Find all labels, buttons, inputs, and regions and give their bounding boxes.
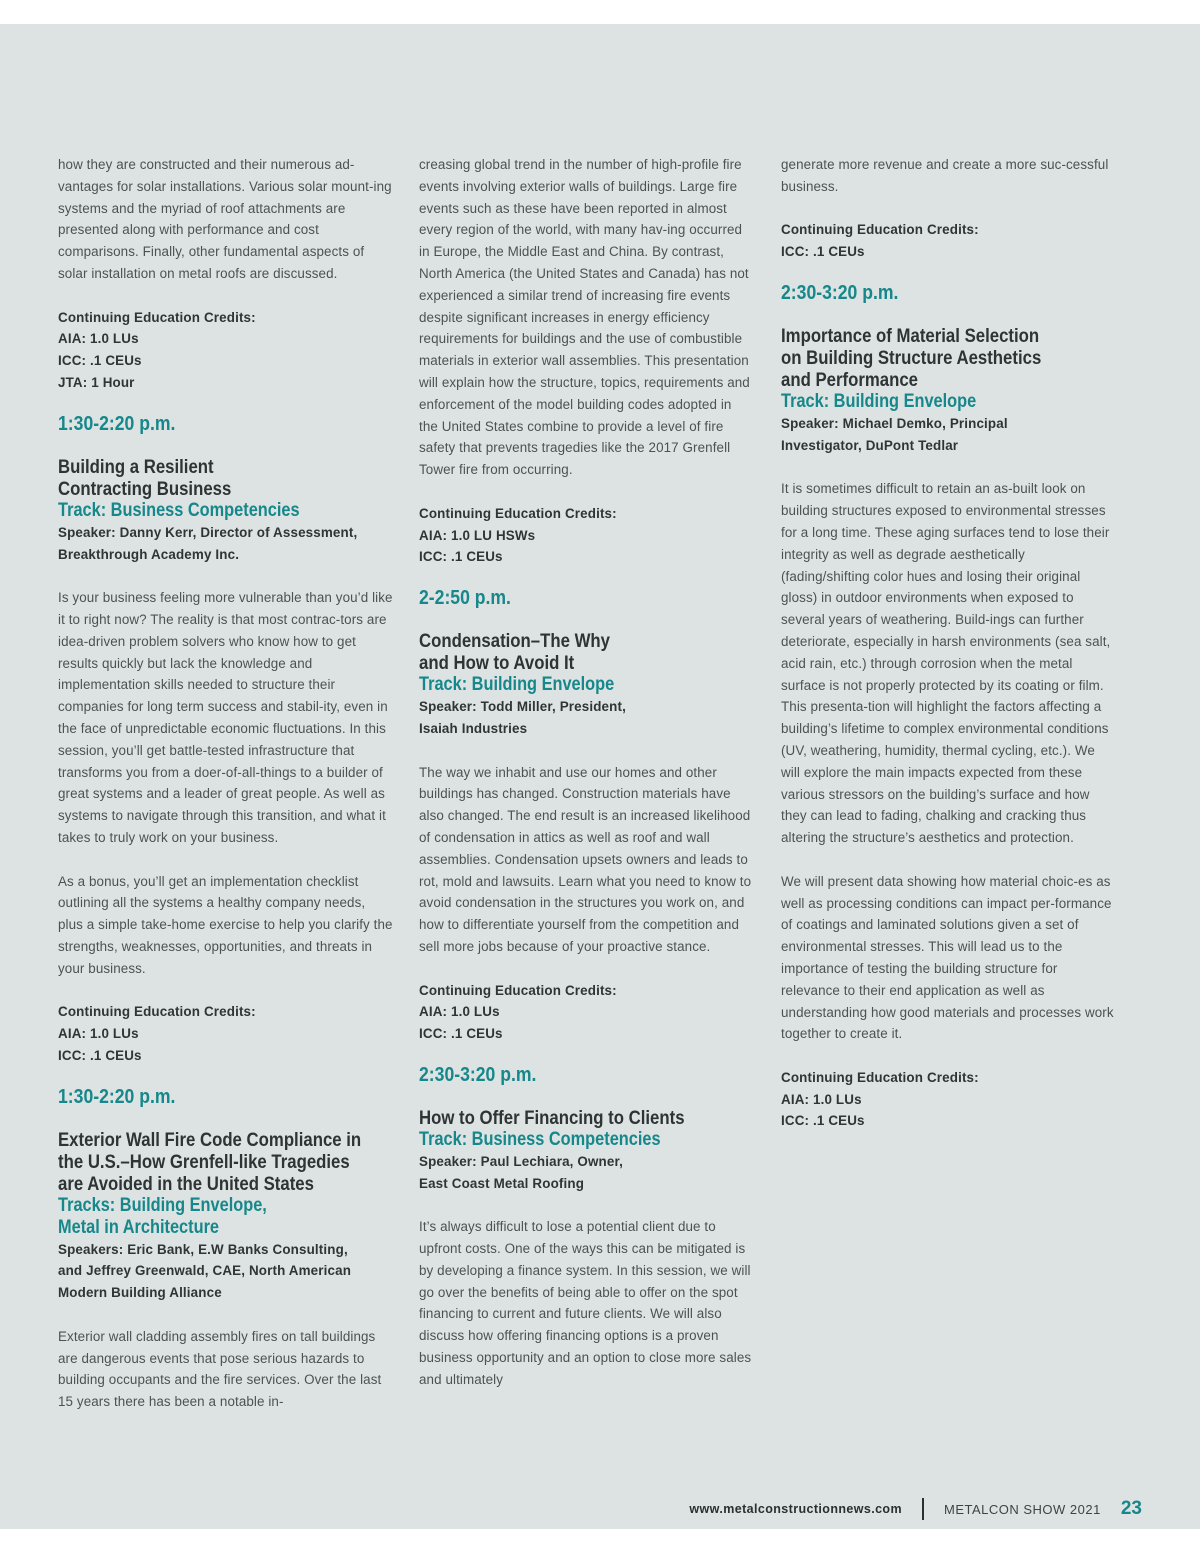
intro-paragraph: how they are constructed and their numerous ad-vantages for solar installations. Various solar mount-ing systems and the myriad of roof attachments are presented along with performance and cost comparisons. Finally, other fundamental aspects of solar installation on metal roofs are discussed. [58,157,392,281]
session-speaker [58,522,393,566]
session-description: It is sometimes difficult to retain an as-built look on building structures exposed to environmental stresses for a long time. These aging surfaces tend to lose their integrity as well as degrade aesthetically (fading/shifting color hues and losing their original gloss) in outdoor environments when exposed to several years of weathering. Build-ings can further deteriorate, especially in harsh environments (sea salt, acid rain, etc.) through corrosion when the metal surface is not properly protected by its coating or film. This presenta-tion will highlight the factors affecting a building’s lifetime to complex environmental conditions (UV, weathering, humidity, thermal cycling, etc.). We will explore the main impacts expected from these various stressors on the building’s surface and how they can lead to fading, chalking and cracking thus altering the structure’s aesthetics and protection. [781,481,1111,846]
credits-block [781,219,1116,263]
speaker-line: Speaker: Paul Lechiara, Owner, [419,1153,623,1169]
credit-line: AIA: 1.0 LU HSWs [419,527,536,543]
website-url: www.metalconstructionnews.com [689,1502,902,1516]
credits-block [419,503,754,568]
footer-divider [922,1498,924,1520]
track-line: Tracks: Building Envelope, [58,1194,267,1216]
speaker-line: and Jeffrey Greenwald, CAE, North American [58,1263,352,1279]
session-description: The way we inhabit and use our homes and other buildings has changed. Construction materials have also changed. The end result is an increased likelihood of condensation in attics as well as roof and wall assemblies. Condensation upsets owners and leads to rot, mold and lawsuits. Learn what you need to know to avoid condensation in the structures you work on, and how to differentiate yourself from the competition and sell more jobs because of your proactive stance. [419,764,752,954]
session-title-line: Exterior Wall Fire Code Compliance in [58,1128,362,1151]
session-title [781,325,1115,391]
session-time: 2:30-3:20 p.m. [781,281,899,304]
credits-block [781,1067,1116,1132]
credits-block [58,307,393,394]
credit-line: ICC: .1 CEUs [58,353,142,369]
credits-block [419,980,754,1045]
session-description: As a bonus, you’ll get an implementation checklist outlining all the systems a healthy company needs, plus a simple take-home exercise to help you clarify the strengths, weaknesses, opportunities, and threats in your business. [58,873,393,976]
session-time: 2-2:50 p.m. [419,587,511,610]
credit-line: AIA: 1.0 LUs [58,331,139,347]
credits-heading: Continuing Education Credits: [781,1069,979,1085]
session-title-line: on Building Structure Aesthetics [781,346,1042,369]
session-track: Track: Business Competencies [58,499,300,521]
session-title [419,630,753,674]
session-time: 1:30-2:20 p.m. [58,412,176,435]
column-3 [781,154,1116,1132]
session-description: Is your business feeling more vulnerable than you’d like it to right now? The reality is that most contrac-tors are idea-driven problem solvers who know how to get results quickly but lack the knowledge and implementation skills needed to structure their companies for long term success and stabil-ity, even in the face of unpredictable economic fluctuations. In this session, you’ll get battle-tested infrastructure that transforms you from a doer-of-all-things to a builder of great systems and a leader of great people. As well as systems to navigate through this transition, and what it takes to truly work on your business. [58,590,393,845]
session-track: Track: Building Envelope [781,390,977,412]
page [0,24,1200,1529]
session-time: 1:30-2:20 p.m. [58,1085,176,1108]
credit-line: ICC: .1 CEUs [781,244,865,260]
credit-line: AIA: 1.0 LUs [419,1004,500,1020]
session-track: Track: Business Competencies [419,1128,661,1150]
speaker-line: Speakers: Eric Bank, E.W Banks Consulting, [58,1241,348,1257]
continued-paragraph: generate more revenue and create a more suc-cessful business. [781,157,1109,194]
session-description: Exterior wall cladding assembly fires on tall buildings are dangerous events that pose serious hazards to building occupants and the fire services. Over the last 15 years there has been a notable in- [58,1328,382,1410]
speaker-line: Speaker: Danny Kerr, Director of Assessment, [58,524,358,540]
credit-line: ICC: .1 CEUs [419,549,503,565]
session-title-line: Importance of Material Selection [781,324,1040,347]
session-speaker [781,413,1116,457]
page-footer [689,1496,1142,1522]
credit-line: AIA: 1.0 LUs [58,1026,139,1042]
speaker-line: Speaker: Michael Demko, Principal [781,415,1008,431]
speaker-line: Investigator, DuPont Tedlar [781,437,959,453]
credit-line: ICC: .1 CEUs [58,1047,142,1063]
session-title [58,456,392,500]
speaker-line: East Coast Metal Roofing [419,1175,585,1191]
track-line: Metal in Architecture [58,1216,220,1238]
session-title-line: Building a Resilient [58,455,214,478]
session-speaker [419,1151,754,1195]
credits-heading: Continuing Education Credits: [58,1004,256,1020]
speaker-line: Speaker: Todd Miller, President, [419,699,626,715]
credits-block [58,1001,393,1066]
session-speaker [419,696,754,740]
continued-paragraph: creasing global trend in the number of high-profile fire events involving exterior walls of buildings. Large fire events such as these have been reported in almost every region of the world, with many hav-ing occurred in Europe, the Middle East and China. By contrast, North America (the United States and Canada) has not experienced a similar trend of increasing fire events despite significant increases in energy efficiency requirements for buildings and the use of combustible materials in exterior wall assemblies. This presentation will explain how the structure, topics, requirements and enforcement of the model building codes adopted in the United States combine to provide a level of fire safety that prevents tragedies like the 2017 Grenfell Tower fire from occurring. [419,157,750,478]
session-title [419,1107,753,1129]
credit-line: ICC: .1 CEUs [781,1113,865,1129]
credit-line: ICC: .1 CEUs [419,1026,503,1042]
speaker-line: Modern Building Alliance [58,1285,222,1301]
session-title-line: and Performance [781,368,919,391]
speaker-line: Isaiah Industries [419,720,528,736]
session-title [58,1129,392,1195]
session-speaker [58,1239,393,1304]
session-track: Track: Building Envelope [419,674,615,696]
session-track [58,1195,392,1239]
session-title-line: the U.S.–How Grenfell-like Tragedies [58,1150,350,1173]
credits-heading: Continuing Education Credits: [781,222,979,238]
page-number: 23 [1120,1498,1142,1519]
column-2 [419,154,754,1391]
session-title-line: are Avoided in the United States [58,1172,314,1195]
credits-heading: Continuing Education Credits: [419,505,617,521]
session-title-line: Condensation–The Why [419,630,611,653]
session-title-line: and How to Avoid It [419,652,575,675]
session-description: It’s always difficult to lose a potential client due to upfront costs. One of the ways this can be mitigated is by developing a finance system. In this session, we will go over the benefits of being able to offer on the spot financing to current and future clients. We will also discuss how offering financing options is a proven business opportunity and an option to close more sales and ultimately [419,1219,752,1387]
publication-name: METALCON SHOW 2021 [944,1501,1101,1517]
credits-heading: Continuing Education Credits: [58,309,256,325]
column-1 [58,154,393,1413]
session-title-line: How to Offer Financing to Clients [419,1106,685,1129]
credit-line: JTA: 1 Hour [58,374,135,390]
credit-line: AIA: 1.0 LUs [781,1091,862,1107]
credits-heading: Continuing Education Credits: [419,982,617,998]
session-time: 2:30-3:20 p.m. [419,1063,537,1086]
session-description: We will present data showing how material choic-es as well as processing conditions can impact per-formance of coatings and laminated solutions given a set of environmental stresses. This will lead us to the importance of testing the building structure for relevance to their end application as well as understanding how good materials and processes work together to create it. [781,873,1114,1042]
speaker-line: Breakthrough Academy Inc. [58,546,240,562]
session-title-line: Contracting Business [58,477,232,500]
